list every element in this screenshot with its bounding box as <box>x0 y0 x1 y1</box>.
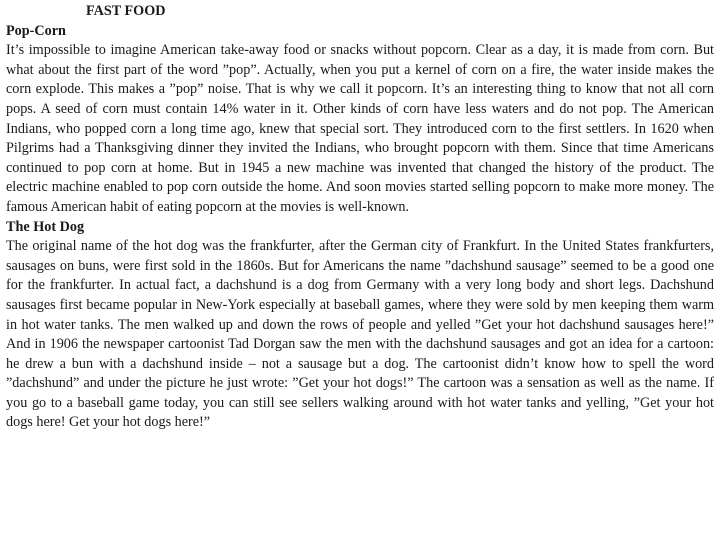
document-page <box>6 2 714 433</box>
section-heading-popcorn: Pop-Corn <box>6 22 66 39</box>
section-body-popcorn: It’s impossible to imagine American take-away food or snacks without popcorn. Clear as a day, it is made from corn. But what about the first part of the word ”pop”. Actually, when you put a kernel of corn on a fire, the water inside makes the corn explode. This makes a ”pop” noise. That is why we call it popcorn. It’s an interesting thing to know that not all corn pops. A seed of corn must contain 14% water in it. Other kinds of corn have less waters and do not pop. The American Indians, who popped corn a long time ago, knew that special sort. They introduced corn to the first settlers. In 1620 when Pilgrims had a Thanksgiving dinner they invited the Indians, who brought popcorn with them. Since that time Americans continued to pop corn at home. But in 1945 a new machine was invented that changed the history of the product. The electric machine enabled to pop corn outside the home. And soon movies started selling popcorn to make more money. The famous American habit of eating popcorn at the movies is well-known. <box>6 42 714 215</box>
section-heading-hot-dog: The Hot Dog <box>6 218 85 235</box>
document-title: FAST FOOD <box>86 3 166 19</box>
section-body-hot-dog: The original name of the hot dog was the frankfurter, after the German city of Frankfurt. In the United States frankfurters, sausages on buns, were first sold in the 1860s. But for Americans the name ”dachshund sausage” seemed to be a good one for the frankfurter. In actual fact, a dachshund is a dog from Germany with a very long body and short legs. Dachshund sausages first became popular in New-York especially at baseball games, where they were sold by men keeping them warm in hot water tanks. The men walked up and down the rows of people and yelled ”Get your hot dachshund sausages here!” And in 1906 the newspaper cartoonist Tad Dorgan saw the men with the dachshund sausages and got an idea for a cartoon: he drew a bun with a dachshund inside – not a sausage but a dog. The cartoonist didn’t know how to spell the word ”dachshund” and under the picture he just wrote: ”Get your hot dogs!” The cartoon was a sensation as well as the name. If you go to a baseball game today, you can still see sellers walking around with hot water tanks and yelling, ”Get your hot dogs here! Get your hot dogs here!” <box>6 238 714 431</box>
section-hot-dog <box>6 218 714 434</box>
section-popcorn <box>6 22 714 218</box>
